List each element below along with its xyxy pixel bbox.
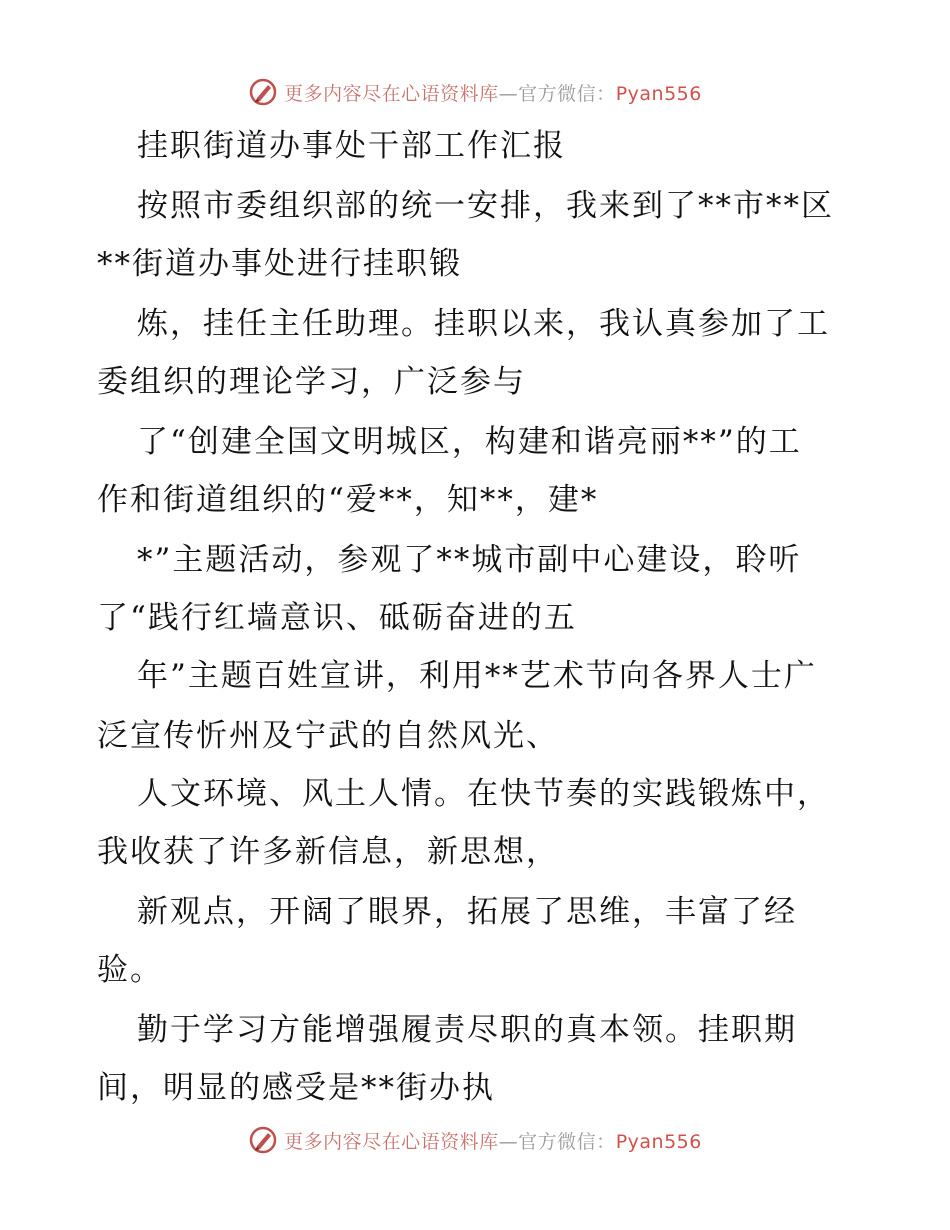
paragraph-line: 勤于学习方能增强履责尽职的真本领。挂职期 — [137, 1012, 797, 1048]
paragraph-line: 炼，挂任主任助理。挂职以来，我认真参加了工 — [137, 306, 830, 342]
paragraph-line: 新观点，开阔了眼界，拓展了思维，丰富了经 — [137, 894, 797, 930]
watermark-dash: — — [498, 1130, 519, 1153]
watermark-wechat-label: 官方微信： — [518, 1130, 616, 1153]
watermark-text — [284, 79, 702, 106]
document-title: 挂职街道办事处干部工作汇报 — [137, 128, 566, 164]
watermark-footer — [0, 1120, 950, 1160]
watermark-site-text: 更多内容尽在心语资料库 — [284, 1130, 499, 1153]
paragraph-line: **街道办事处进行挂职锻 — [97, 246, 462, 282]
watermark-wechat-label: 官方微信： — [518, 82, 616, 105]
paragraph-line: 按照市委组织部的统一安排，我来到了**市**区 — [137, 188, 834, 224]
watermark-wechat-id: Pyan556 — [615, 1130, 702, 1153]
watermark-dash: — — [498, 82, 519, 105]
watermark-header — [0, 72, 950, 112]
paragraph-line: *”主题活动，参观了**城市副中心建设，聆听 — [137, 542, 802, 578]
pen-logo-icon — [248, 77, 278, 107]
paragraph-line: 年”主题百姓宣讲，利用**艺术节向各界人士广 — [137, 658, 817, 694]
paragraph-line: 作和街道组织的“爱**，知**，建* — [97, 482, 599, 518]
pen-logo-icon — [248, 1125, 278, 1155]
paragraph-line: 委组织的理论学习，广泛参与 — [97, 364, 526, 400]
watermark-text — [284, 1127, 702, 1154]
watermark-wechat-id: Pyan556 — [615, 82, 702, 105]
paragraph-line: 我收获了许多新信息，新思想， — [97, 834, 559, 870]
watermark-site-text: 更多内容尽在心语资料库 — [284, 82, 499, 105]
paragraph-line: 人文环境、风土人情。在快节奏的实践锻炼中， — [137, 776, 830, 812]
paragraph-line: 了“践行红墙意识、砥砺奋进的五 — [97, 600, 577, 636]
paragraph-line: 验。 — [97, 952, 163, 988]
paragraph-line: 间，明显的感受是**街办执 — [97, 1070, 495, 1106]
paragraph-line: 泛宣传忻州及宁武的自然风光、 — [97, 718, 559, 754]
paragraph-line: 了“创建全国文明城区，构建和谐亮丽**”的工 — [137, 424, 802, 460]
